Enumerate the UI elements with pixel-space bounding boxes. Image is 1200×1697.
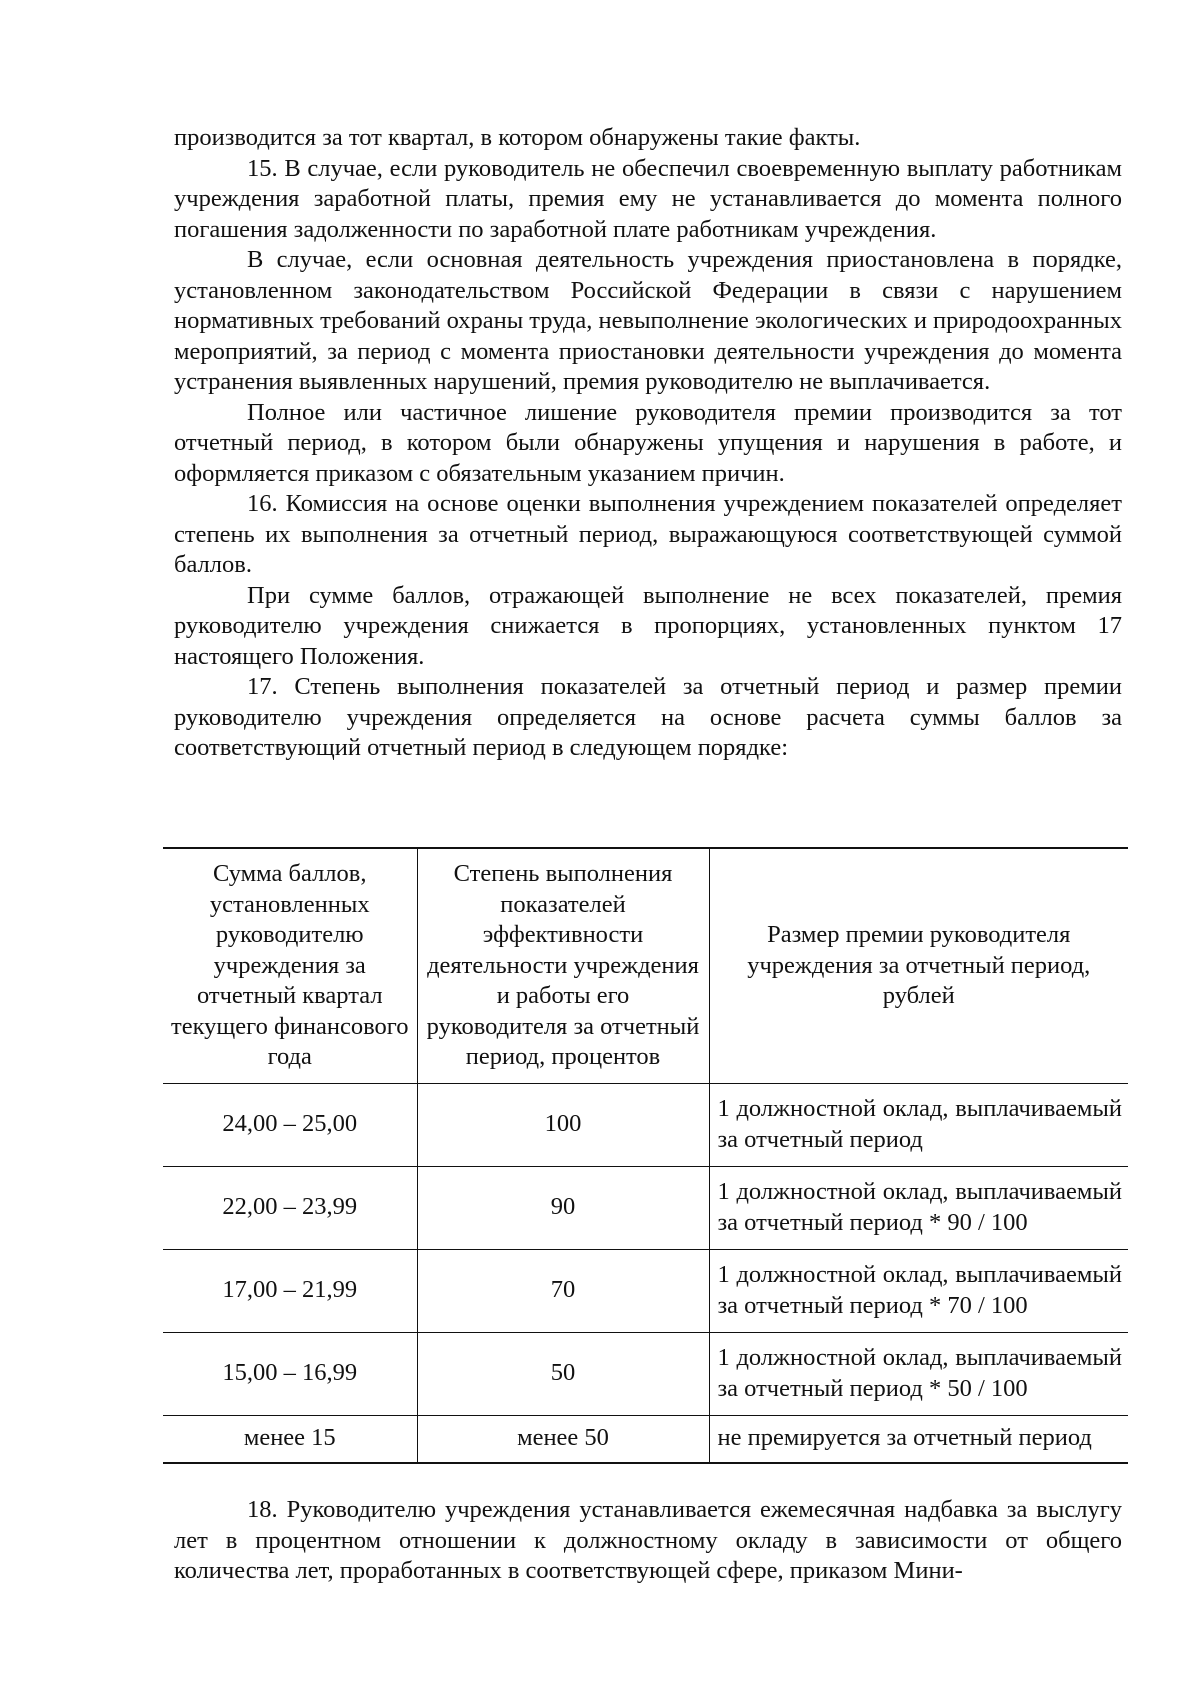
cell-percent: менее 50 [417, 1415, 709, 1463]
cell-bonus: 1 должностной оклад, выплачиваемый за отчетный период * 50 / 100 [709, 1332, 1128, 1415]
paragraph: Полное или частичное лишение руководителя премии производится за тот отчетный период, в котором были обнаружены упущения и нарушения в работе, и оформляется приказом с обязательным указанием причин. [174, 398, 1122, 487]
body-text-bottom [174, 1495, 1122, 1587]
header-bonus-amount: Размер премии руководителя учреждения за отчетный период, рублей [709, 848, 1128, 1083]
paragraph-18: 18. Руководителю учреждения устанавливается ежемесячная надбавка за выслугу лет в процентном отношении к должностному окладу в зависимости от общего количества лет, проработанных в соответствующей сфере, приказом Мини- [174, 1496, 1122, 1584]
table-row [163, 1332, 1128, 1415]
cell-percent: 100 [417, 1083, 709, 1166]
paragraph: производится за тот квартал, в котором обнаружены такие факты. [174, 124, 861, 151]
cell-percent: 70 [417, 1249, 709, 1332]
table-row [163, 1083, 1128, 1166]
cell-percent: 50 [417, 1332, 709, 1415]
header-completion-percent: Степень выполнения показателей эффективности деятельности учреждения и работы его руководителя за отчетный период, процентов [417, 848, 709, 1083]
paragraph-17: 17. Степень выполнения показателей за отчетный период и размер премии руководителю учреждения определяется на основе расчета суммы баллов за соответствующий отчетный период в следующем порядке: [174, 673, 1122, 761]
cell-bonus: не премируется за отчетный период [709, 1415, 1128, 1463]
table-row [163, 1415, 1128, 1463]
paragraph: При сумме баллов, отражающей выполнение не всех показателей, премия руководителю учреждения снижается в пропорциях, установленных пунктом 17 настоящего Положения. [174, 581, 1122, 670]
table-row [163, 1249, 1128, 1332]
cell-score: 17,00 – 21,99 [163, 1249, 417, 1332]
cell-score: 15,00 – 16,99 [163, 1332, 417, 1415]
cell-score: менее 15 [163, 1415, 417, 1463]
table-header-row [163, 848, 1128, 1083]
cell-score: 22,00 – 23,99 [163, 1166, 417, 1249]
cell-bonus: 1 должностной оклад, выплачиваемый за отчетный период * 90 / 100 [709, 1166, 1128, 1249]
cell-bonus: 1 должностной оклад, выплачиваемый за отчетный период [709, 1083, 1128, 1166]
cell-percent: 90 [417, 1166, 709, 1249]
paragraph-15: 15. В случае, если руководитель не обеспечил своевременную выплату работникам учреждения заработной платы, премия ему не устанавливается до момента полного погашения задолженности по заработной плате работникам учреждения. [174, 154, 1122, 243]
bonus-table [163, 847, 1128, 1464]
paragraph-16: 16. Комиссия на основе оценки выполнения учреждением показателей определяет степень их выполнения за отчетный период, выражающуюся соответствующей суммой баллов. [174, 490, 1122, 578]
header-score-sum: Сумма баллов, установленных руководителю учреждения за отчетный квартал текущего финансового года [163, 848, 417, 1083]
cell-bonus: 1 должностной оклад, выплачиваемый за отчетный период * 70 / 100 [709, 1249, 1128, 1332]
table-row [163, 1166, 1128, 1249]
cell-score: 24,00 – 25,00 [163, 1083, 417, 1166]
body-text-top [174, 123, 1122, 764]
paragraph: В случае, если основная деятельность учреждения приостановлена в порядке, установленном законодательством Российской Федерации в связи с нарушением нормативных требований охраны труда, невыполнение экологических и природоохранных мероприятий, за период с момента приостановки деятельности учреждения до момента устранения выявленных нарушений, премия руководителю не выплачивается. [174, 246, 1122, 395]
